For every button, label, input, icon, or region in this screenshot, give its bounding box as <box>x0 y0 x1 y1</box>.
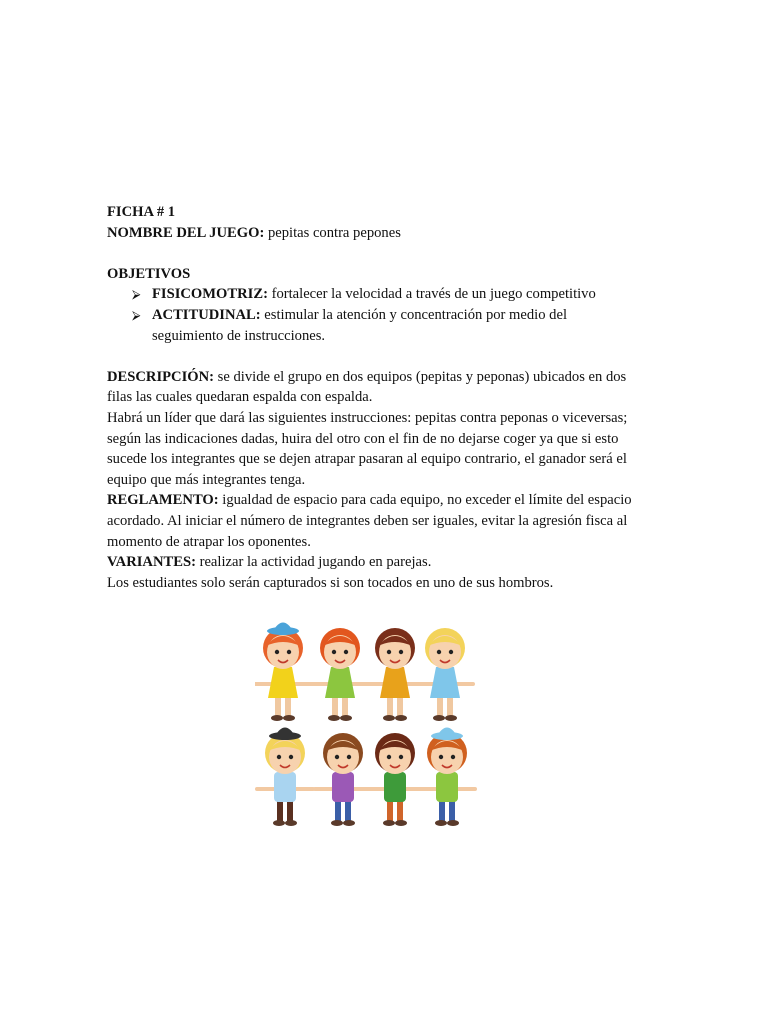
objective-text: fortalecer la velocidad a través de un juego competitivo <box>267 286 596 303</box>
game-name-value: pepitas contra pepones <box>264 224 401 241</box>
rules-line: momento de atrapar los oponentes. <box>107 533 311 550</box>
objective-label: FISICOMOTRIZ: <box>152 286 268 303</box>
description-line: según las indicaciones dadas, huira del otro con el fin de no dejarse coger ya que si esto <box>107 430 619 447</box>
description-line: sucede los integrantes que se dejen atrapar pasaran al equipo contrario, el ganador será el <box>107 451 627 468</box>
cartoon-child <box>367 733 423 826</box>
rules-label: REGLAMENTO: <box>107 492 219 509</box>
arrowhead-bullet-icon: ⮚ <box>132 307 141 322</box>
objective-text: estimular la atención y concentración por medio del <box>260 306 568 323</box>
children-holding-hands-illustration <box>255 612 480 827</box>
variants-line <box>107 552 667 573</box>
game-sheet <box>107 202 667 593</box>
cartoon-child <box>312 628 368 721</box>
rules-line <box>107 490 667 511</box>
description-text: se divide el grupo en dos equipos (pepitas y peponas) ubicados en dos <box>214 368 627 385</box>
description-line: filas las cuales quedaran espalda con espalda. <box>107 389 373 406</box>
arrowhead-bullet-icon: ⮚ <box>132 287 141 302</box>
variants-line: Los estudiantes solo serán capturados si son tocados en uno de sus hombros. <box>107 574 554 591</box>
description-label: DESCRIPCIÓN: <box>107 368 215 385</box>
variants-text: realizar la actividad jugando en parejas. <box>195 554 432 571</box>
game-name-label: NOMBRE DEL JUEGO: <box>107 224 265 241</box>
description-line <box>107 367 667 388</box>
rules-text: igualdad de espacio para cada equipo, no exceder el límite del espacio <box>218 492 632 509</box>
cartoon-child <box>419 728 475 827</box>
objective-text-continued: seguimiento de instrucciones. <box>152 327 326 344</box>
cartoon-child <box>257 728 313 827</box>
cartoon-child <box>417 628 473 721</box>
description-line: equipo que más integrantes tenga. <box>107 471 306 488</box>
game-name-line <box>107 223 667 244</box>
cartoon-child <box>315 733 371 826</box>
sheet-number: FICHA # 1 <box>107 204 176 220</box>
cartoon-child <box>255 623 311 722</box>
rules-line: acordado. Al iniciar el número de integrantes deben ser iguales, evitar la agresión fisca al <box>107 512 628 529</box>
cartoon-child <box>367 628 423 721</box>
objectives-heading: OBJETIVOS <box>107 265 191 282</box>
variants-label: VARIANTES: <box>107 554 196 571</box>
description-line: Habrá un líder que dará las siguientes instrucciones: pepitas contra peponas o viceversas; <box>107 409 628 426</box>
objectives-list <box>107 284 667 346</box>
objective-label: ACTITUDINAL: <box>152 306 261 323</box>
objective-item <box>107 305 667 346</box>
objective-item <box>107 284 667 305</box>
